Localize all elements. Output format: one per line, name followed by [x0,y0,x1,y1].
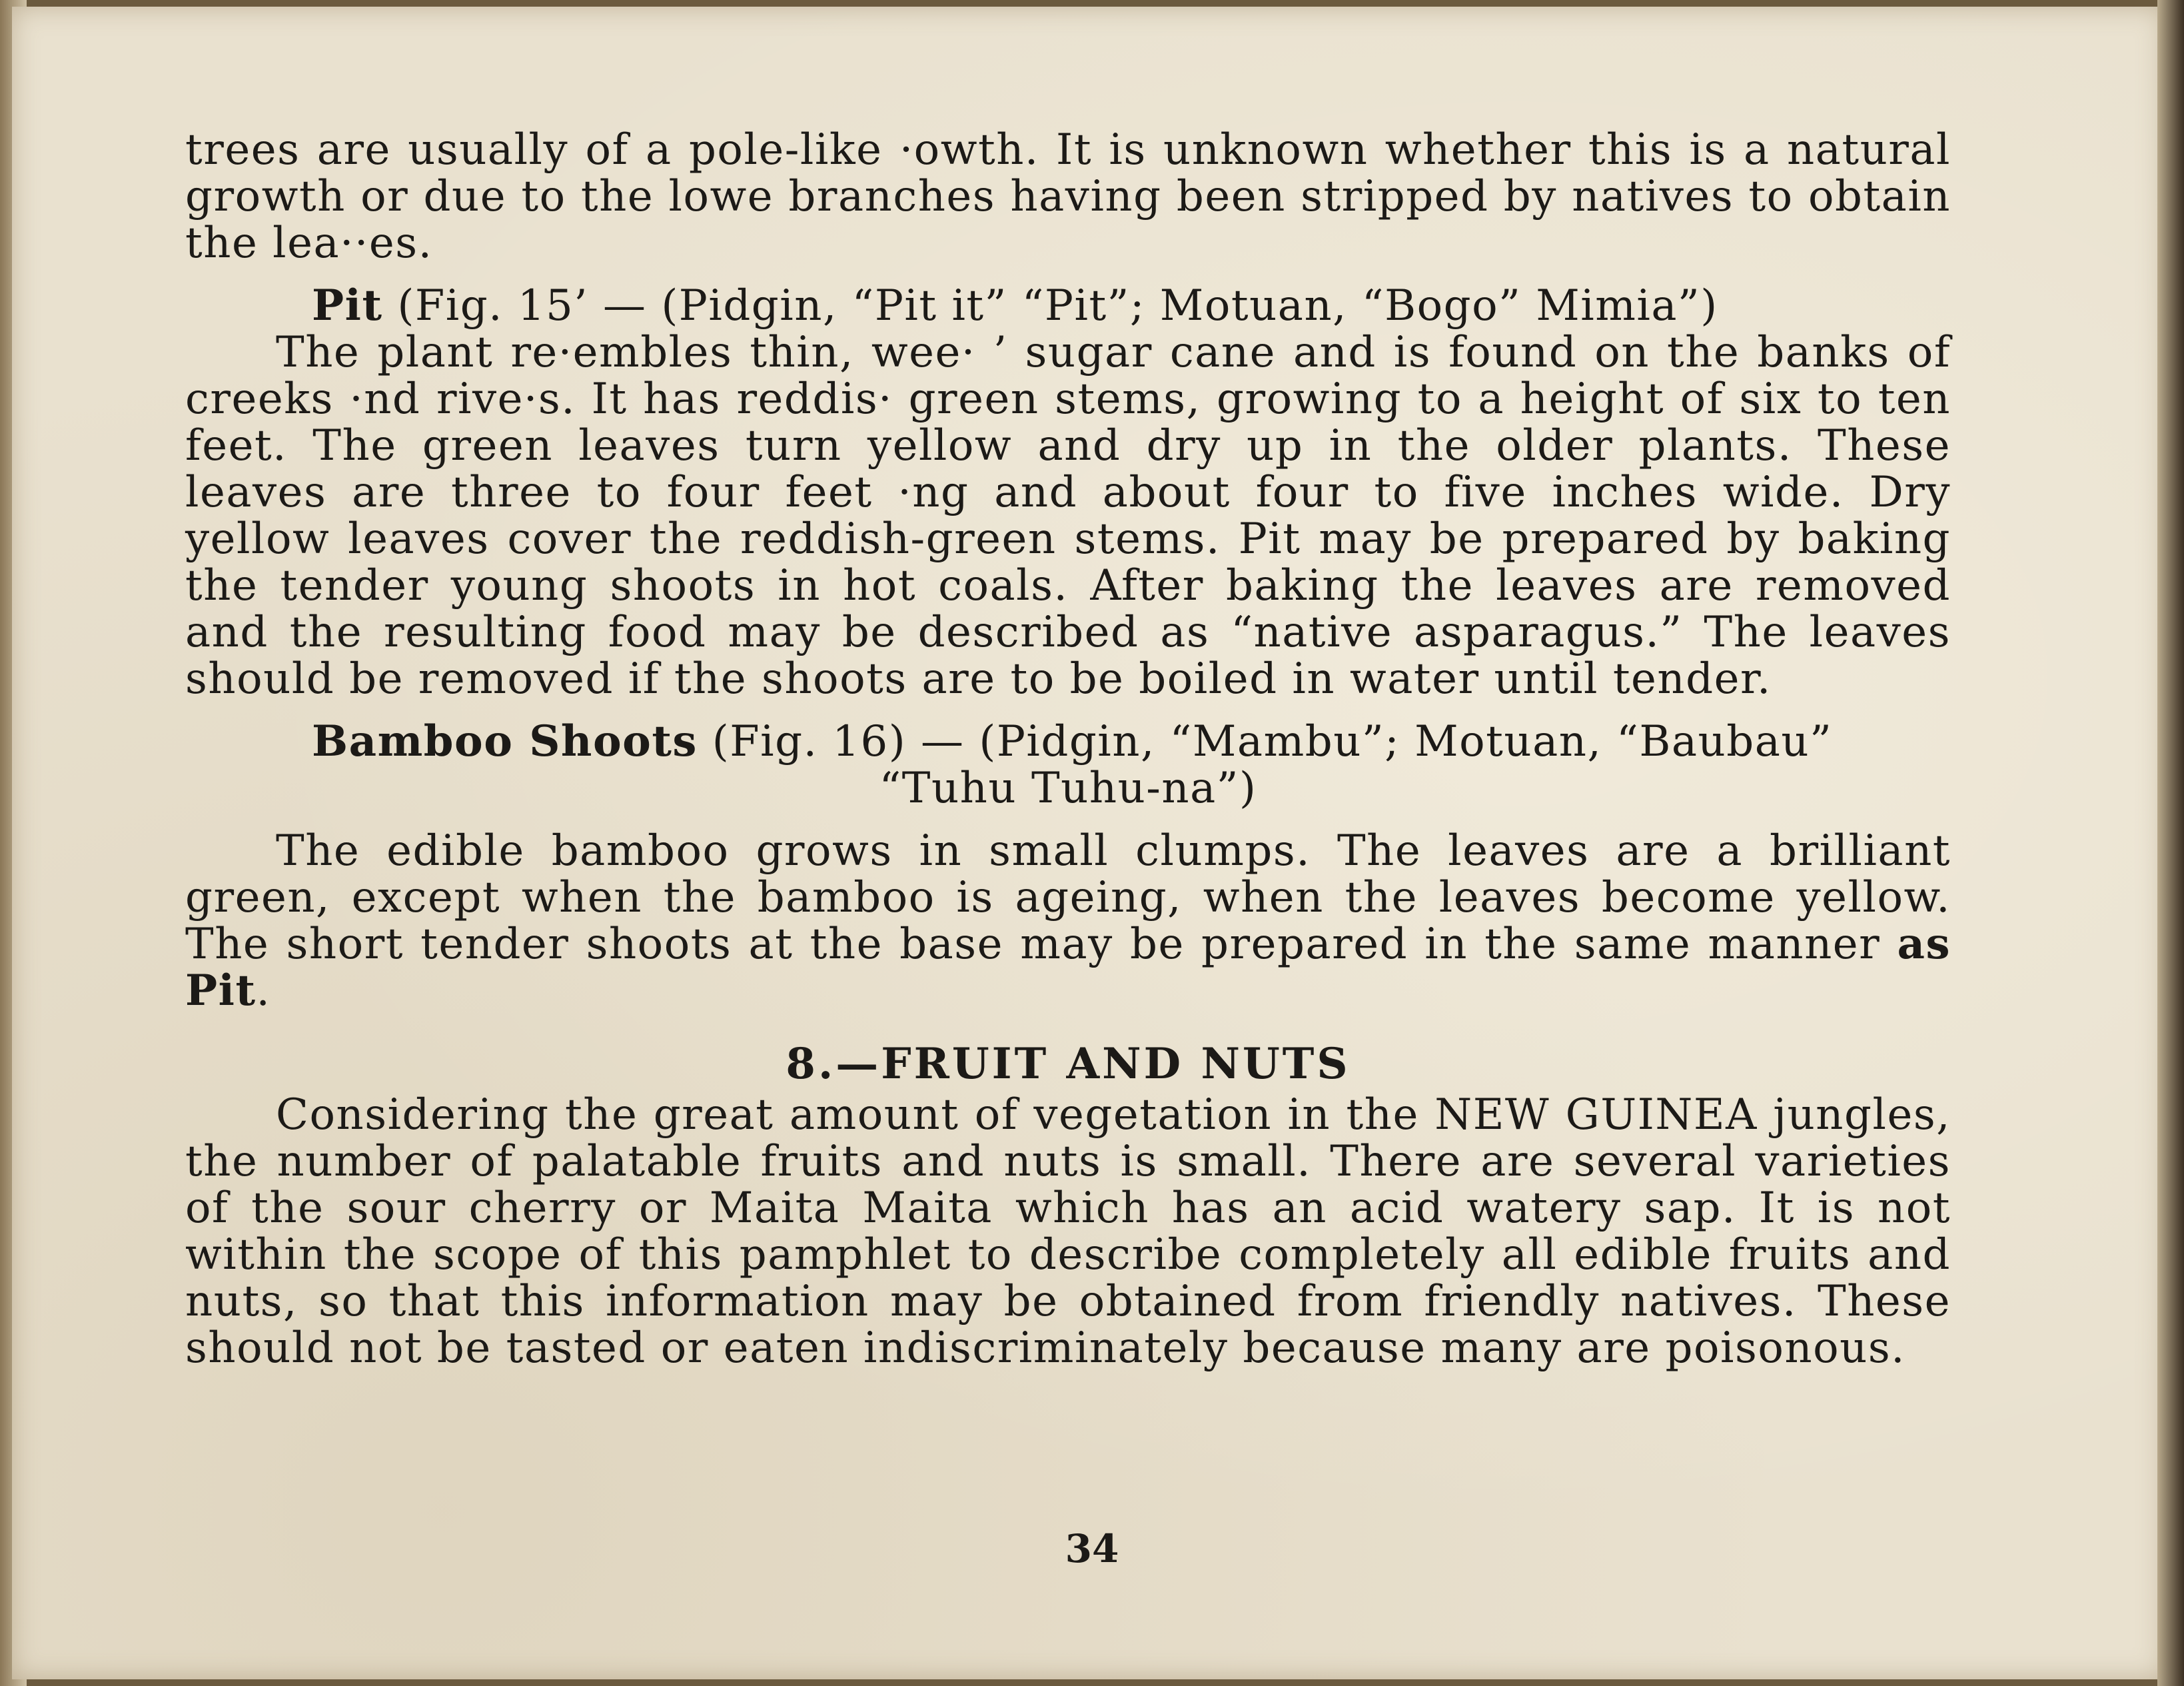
section-paragraph: Considering the great amount of vegetation in the NEW GUINEA jungles, the number of palatable fruits and nuts is small. There are several varieties of the sour cherry or Maita Maita which has an acid watery sap. It is not within the scope of this pamphlet to describe completely all edible fruits and nuts, so that this information may be obtained from friendly natives. These should not be tasted or eaten indiscriminately because many are poisonous. [185,1090,1951,1373]
bamboo-paragraph-period: . [256,966,271,1016]
bamboo-heading-line2: “Tuhu Tuhu-na”) [879,764,1257,813]
pit-heading [185,283,1951,329]
bamboo-paragraph [185,828,1951,1014]
intro-paragraph: trees are usually of a pole-like ·owth. It is unknown whether this is a natural growth or due to the lowe branches having been stripped by natives to obtain the lea··es. [185,125,1951,268]
bamboo-heading [185,718,1951,765]
page-edge-shadow [2157,0,2184,1686]
pit-heading-name: Pit [312,281,383,331]
page-text [185,127,1951,1371]
bamboo-heading-detail: (Fig. 16) — (Pidgin, “Mambu”; Motuan, “Baubau” [712,717,1833,766]
pit-paragraph: The plant re·embles thin, wee· ’ sugar cane and is found on the banks of creeks ·nd rive·s. It has reddis· green stems, growing to a height of six to ten feet. The green leaves turn yellow and dry up in the older plants. These leaves are three to four feet ·ng and about four to five inches wide. Dry yellow leaves cover the reddish-green stems. Pit may be prepared by baking the tender young shoots in hot coals. After baking the leaves are removed and the resulting food may be described as “native asparagus.” The leaves should be removed if the shoots are to be boiled in water until tender. [185,328,1951,704]
pit-heading-detail: (Fig. 15’ — (Pidgin, “Pit it” “Pit”; Motuan, “Bogo” Mimia”) [397,281,1718,331]
section-title: 8.—FRUIT AND NUTS [786,1039,1351,1089]
bamboo-paragraph-text: The edible bamboo grows in small clumps. The leaves are a brilliant green, except when the bamboo is ageing, when the leaves become yellow. The short tender shoots at the base may be prepared in the same manner [185,826,1951,969]
page-number: 34 [1065,1526,1119,1571]
bamboo-paragraph-bold-end: as Pit [185,919,1951,1016]
bamboo-heading-name: Bamboo Shoots [312,716,698,766]
